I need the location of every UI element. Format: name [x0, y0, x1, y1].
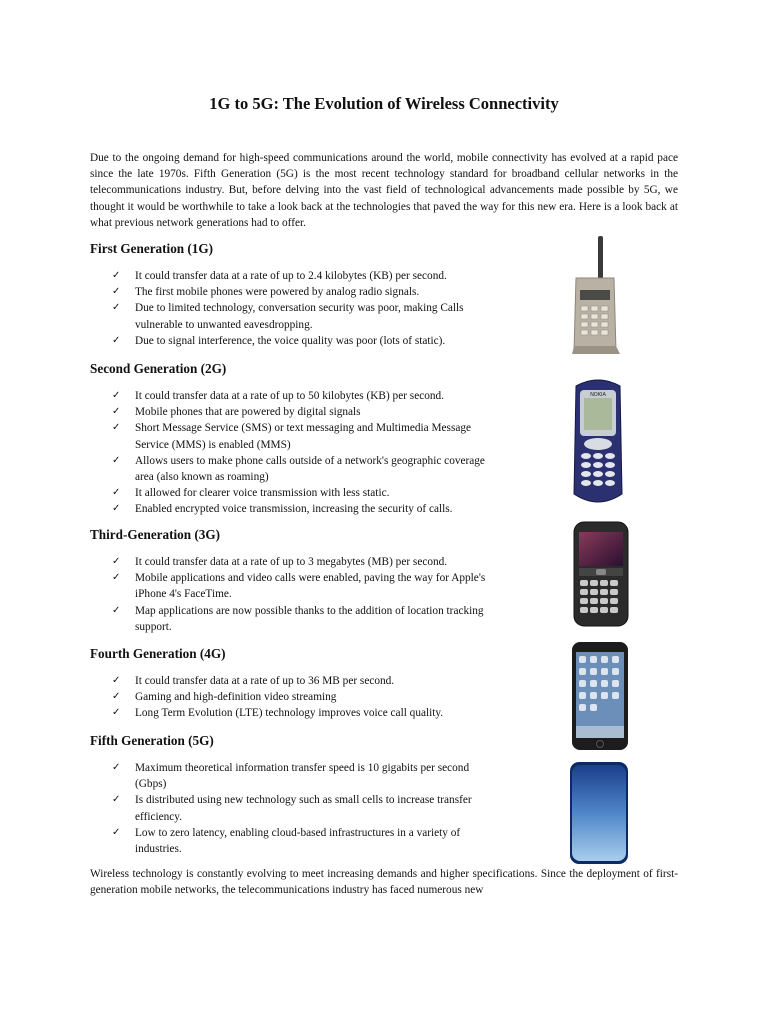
- section-5g-bullets: [112, 760, 487, 857]
- checkmark-icon: ✓: [112, 406, 121, 418]
- nokia-phone-icon: [568, 376, 628, 508]
- section-1g-bullets: [112, 268, 492, 349]
- list-item: ✓ Due to signal interference, the voice quality was poor (lots of static).: [112, 333, 492, 349]
- checkmark-icon: ✓: [112, 334, 121, 346]
- list-item: ✓ Mobile applications and video calls were enabled, paving the way for Apple's iPhone 4's FaceTime.: [112, 572, 486, 601]
- section-3g-bullets: [112, 554, 487, 635]
- checkmark-icon: ✓: [112, 503, 121, 515]
- list-item: ✓ Is distributed using new technology such as small cells to increase transfer efficiency.: [112, 794, 472, 823]
- list-item: ✓ It could transfer data at a rate of up to 36 MB per second.: [112, 673, 492, 689]
- iphone-icon: [570, 640, 630, 752]
- section-1g-heading: First Generation (1G): [90, 241, 214, 256]
- section-5g-heading: Fifth Generation (5G): [90, 733, 214, 748]
- checkmark-icon: ✓: [112, 707, 121, 719]
- checkmark-icon: ✓: [112, 390, 121, 401]
- checkmark-icon: ✓: [112, 794, 121, 806]
- list-item: ✓ It allowed for clearer voice transmission with less static.: [112, 485, 487, 501]
- checkmark-icon: ✓: [112, 826, 121, 838]
- checkmark-icon: ✓: [112, 675, 121, 686]
- blackberry-phone-icon: [572, 520, 630, 628]
- modern-smartphone-icon: [568, 760, 630, 866]
- list-item: ✓ Long Term Evolution (LTE) technology improves voice call quality.: [112, 705, 492, 721]
- checkmark-icon: ✓: [112, 691, 121, 703]
- list-item: ✓ Low to zero latency, enabling cloud-based infrastructures in a variety of industries.: [112, 826, 461, 856]
- section-2g-heading: Second Generation (2G): [90, 361, 227, 376]
- checkmark-icon: ✓: [112, 270, 121, 281]
- checkmark-icon: ✓: [112, 302, 121, 314]
- checkmark-icon: ✓: [112, 604, 121, 616]
- section-2g-bullets: [112, 388, 487, 518]
- intro-paragraph: Due to the ongoing demand for high-speed communications around the world, mobile connectivity has evolved at a rapid pace since the late 1970s. Fifth Generation (5G) is the most recent technology standard for broadband cellular networks in the telecommunications industry. But, before delving into the vast field of technological advancements made possible by 5G, we thought it would be worthwhile to take a look back at the technologies that paved the way for this new era. Here is a look back at what previous network generations had to offer.: [90, 152, 678, 229]
- list-item: ✓ Mobile phones that are powered by digital signals: [112, 404, 487, 420]
- list-item: ✓ Due to limited technology, conversation security was poor, making Calls vulnerable to unwanted eavesdropping.: [112, 302, 464, 331]
- list-item: ✓ Gaming and high-definition video streaming: [112, 689, 492, 705]
- checkmark-icon: ✓: [112, 286, 121, 298]
- checkmark-icon: ✓: [112, 556, 121, 567]
- list-item: ✓ The first mobile phones were powered by analog radio signals.: [112, 284, 492, 300]
- list-item: ✓ Enabled encrypted voice transmission, increasing the security of calls.: [112, 501, 487, 517]
- list-item: ✓ Maximum theoretical information transfer speed is 10 gigabits per second (Gbps): [112, 762, 470, 791]
- brick-phone-icon: [562, 234, 630, 360]
- section-4g-heading: Fourth Generation (4G): [90, 646, 226, 661]
- closing-paragraph: Wireless technology is constantly evolving to meet increasing demands and higher specifications. Since the deployment of first-generation mobile networks, the telecommunications industry has faced numerous new: [90, 868, 678, 897]
- list-item: ✓ It could transfer data at a rate of up to 2.4 kilobytes (KB) per second.: [112, 268, 492, 284]
- list-item: ✓ Short Message Service (SMS) or text messaging and Multimedia Message Service (MMS) is enabled (MMS): [112, 422, 472, 451]
- section-3g-heading: Third-Generation (3G): [90, 527, 221, 542]
- list-item: ✓ Allows users to make phone calls outside of a network's geographic coverage area (also known as roaming): [112, 454, 485, 484]
- list-item: ✓ It could transfer data at a rate of up to 50 kilobytes (KB) per second.: [112, 388, 487, 404]
- checkmark-icon: ✓: [112, 572, 121, 584]
- list-item: ✓ Map applications are now possible thanks to the addition of location tracking support.: [112, 604, 484, 633]
- svg-text:NOKIA: NOKIA: [590, 392, 606, 398]
- checkmark-icon: ✓: [112, 422, 121, 434]
- section-4g-bullets: [112, 673, 492, 722]
- checkmark-icon: ✓: [112, 487, 121, 499]
- checkmark-icon: ✓: [112, 454, 121, 466]
- page-title: 1G to 5G: The Evolution of Wireless Connectivity: [209, 94, 559, 113]
- list-item: ✓ It could transfer data at a rate of up to 3 megabytes (MB) per second.: [112, 554, 487, 570]
- checkmark-icon: ✓: [112, 762, 121, 773]
